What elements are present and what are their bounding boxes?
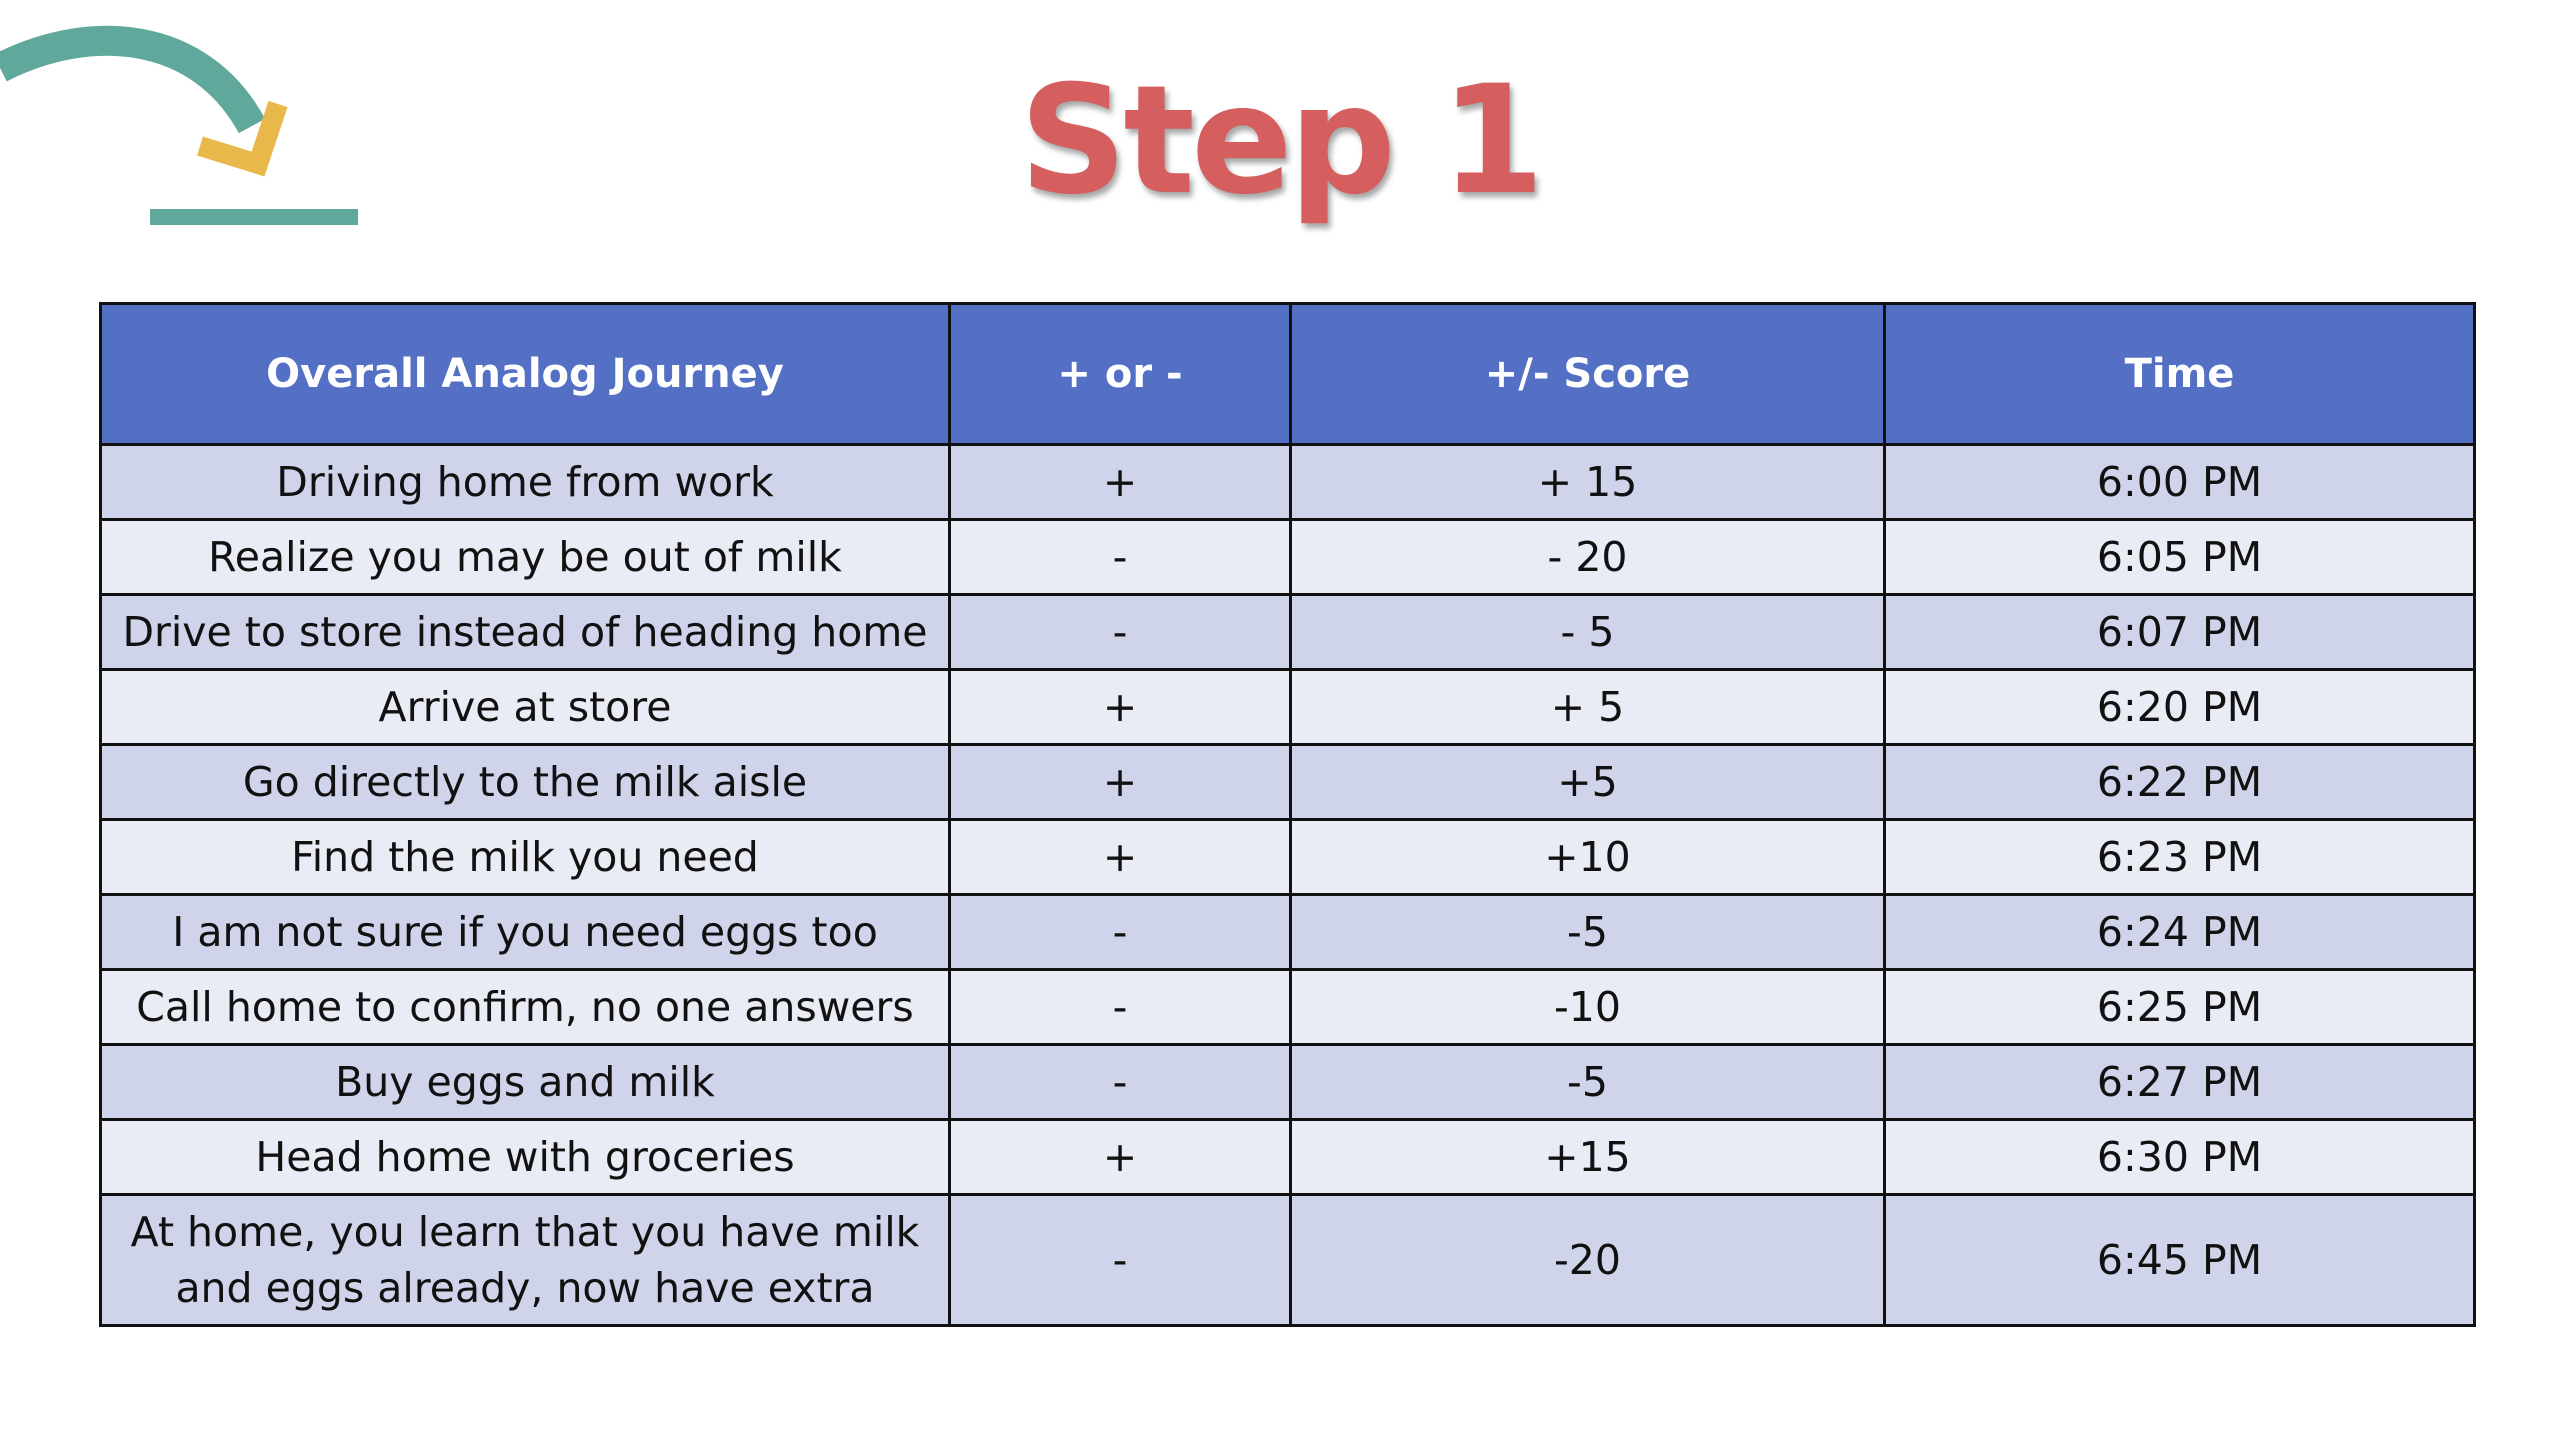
score-cell: + 15 [1291,445,1885,520]
table-row [101,970,2475,1045]
table-header-row [101,304,2475,445]
time-cell: 6:07 PM [1885,595,2475,670]
score-cell: -5 [1291,895,1885,970]
sign-cell: + [950,670,1291,745]
score-cell: +10 [1291,820,1885,895]
header-plus-minus: + or - [950,304,1291,445]
score-cell: - 20 [1291,520,1885,595]
sign-cell: + [950,820,1291,895]
score-cell: + 5 [1291,670,1885,745]
header-journey: Overall Analog Journey [101,304,950,445]
time-cell: 6:24 PM [1885,895,2475,970]
score-cell: - 5 [1291,595,1885,670]
journey-table [99,302,2476,1327]
time-cell: 6:05 PM [1885,520,2475,595]
sign-cell: + [950,1120,1291,1195]
score-cell: -20 [1291,1195,1885,1326]
journey-step: At home, you learn that you have milk and eggs already, now have extra [101,1195,950,1326]
score-cell: +15 [1291,1120,1885,1195]
table-row [101,820,2475,895]
journey-step: Call home to confirm, no one answers [101,970,950,1045]
header-time: Time [1885,304,2475,445]
journey-step: I am not sure if you need eggs too [101,895,950,970]
sign-cell: - [950,1045,1291,1120]
journey-step: Head home with groceries [101,1120,950,1195]
time-cell: 6:25 PM [1885,970,2475,1045]
time-cell: 6:20 PM [1885,670,2475,745]
table-row [101,520,2475,595]
sign-cell: + [950,445,1291,520]
table-row [101,1120,2475,1195]
sign-cell: - [950,595,1291,670]
time-cell: 6:27 PM [1885,1045,2475,1120]
journey-step: Arrive at store [101,670,950,745]
journey-step: Drive to store instead of heading home [101,595,950,670]
table-row [101,1045,2475,1120]
table-row [101,745,2475,820]
score-cell: -10 [1291,970,1885,1045]
time-cell: 6:45 PM [1885,1195,2475,1326]
page-title: Step 1 [1019,54,1541,228]
journey-step: Go directly to the milk aisle [101,745,950,820]
table-row [101,670,2475,745]
header-score: +/- Score [1291,304,1885,445]
table-row [101,595,2475,670]
sign-cell: + [950,745,1291,820]
sign-cell: - [950,895,1291,970]
time-cell: 6:00 PM [1885,445,2475,520]
sign-cell: - [950,520,1291,595]
sign-cell: - [950,970,1291,1045]
score-cell: -5 [1291,1045,1885,1120]
table-row [101,1195,2475,1326]
time-cell: 6:30 PM [1885,1120,2475,1195]
journey-step: Driving home from work [101,445,950,520]
score-cell: +5 [1291,745,1885,820]
time-cell: 6:23 PM [1885,820,2475,895]
journey-step: Find the milk you need [101,820,950,895]
sign-cell: - [950,1195,1291,1326]
journey-step: Buy eggs and milk [101,1045,950,1120]
table-row [101,445,2475,520]
time-cell: 6:22 PM [1885,745,2475,820]
journey-step: Realize you may be out of milk [101,520,950,595]
table-row [101,895,2475,970]
